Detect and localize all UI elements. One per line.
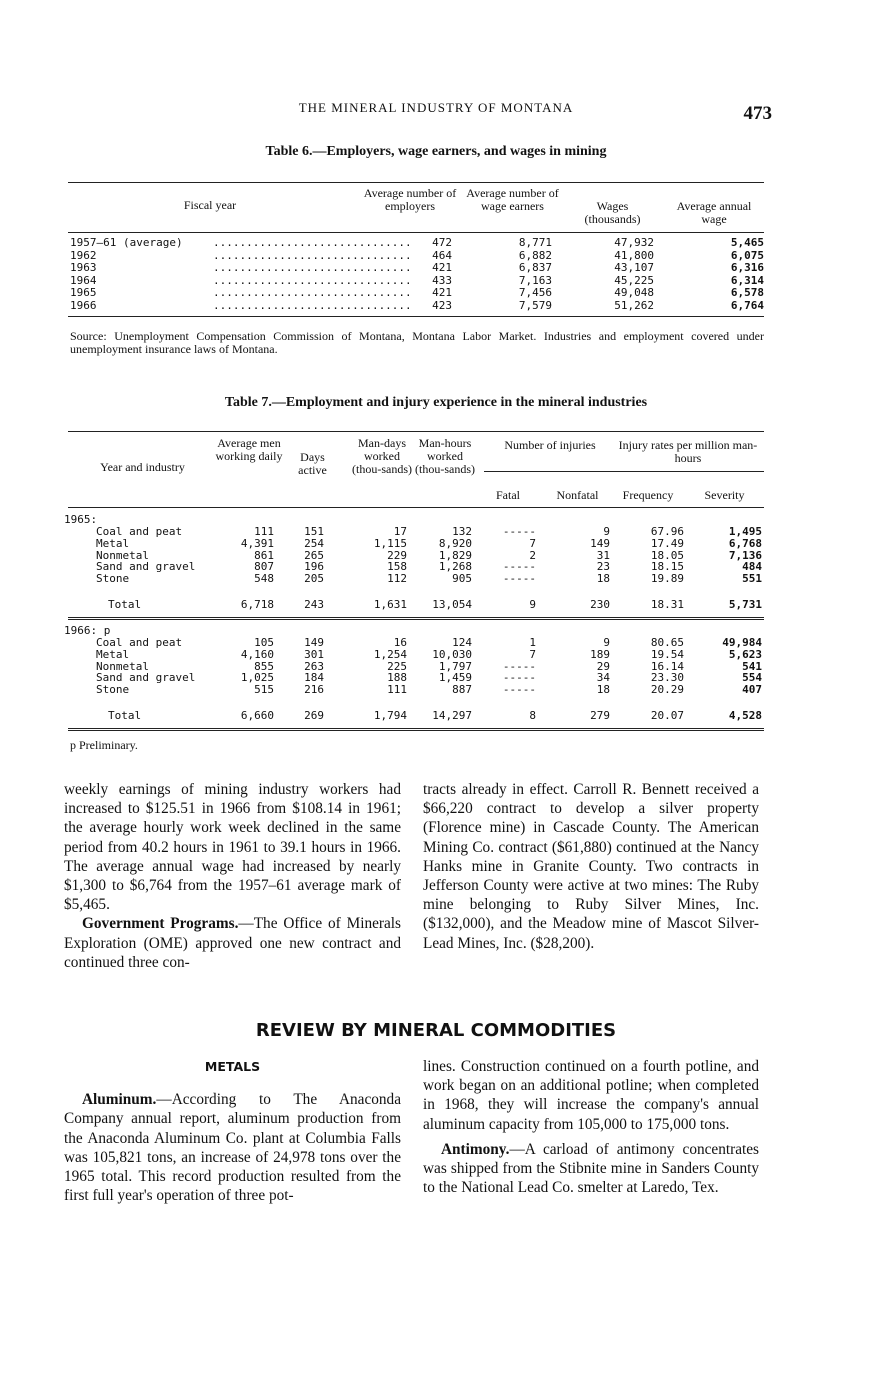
severity-cell: 49,984 [722,636,762,649]
employers-cell: 421 [432,261,452,274]
frequency-cell: 17.49 [650,536,684,550]
table-row [68,649,764,661]
manhours-cell: 124 [452,636,472,649]
men-cell: 515 [254,683,274,697]
days-cell: 254 [304,536,324,550]
t7-subheader-rule [484,471,764,472]
manhours-cell: 1,797 [438,659,472,673]
annual-wage-cell: 6,075 [730,248,764,262]
frequency-cell: 18.05 [650,548,684,562]
frequency-cell: 80.65 [650,636,684,649]
fiscal-year-cell: 1965 [70,286,97,299]
wage-earners-cell: 7,163 [518,273,552,287]
wages-cell: 45,225 [614,273,654,287]
table-row [68,538,764,550]
employers-cell: 472 [432,236,452,249]
mandays-cell: 16 [393,636,407,649]
days-cell: 184 [304,671,324,685]
severity-cell: 1,495 [728,525,762,538]
men-cell: 111 [254,525,274,538]
frequency-cell: 18.31 [650,598,684,611]
table6-source-note: Source: Unemployment Compensation Commission of Montana, Montana Labor Market. Industries and employment covered under unemployment insurance laws of Montana. [70,329,764,356]
nonfatal-cell: 29 [596,659,610,673]
nonfatal-cell: 9 [603,636,610,649]
industry-cell: Coal and peat [96,525,183,538]
paragraph-aluminum-cont: lines. Construction continued on a fourth potline, and work began on an additional potline; when completed in 1968, they will increase the company's annual aluminum capacity from 105,000 to 175,000 tons. [423,1058,759,1133]
total-label: Total [108,598,142,611]
table-row [68,237,764,249]
days-cell: 243 [304,598,324,611]
wage-earners-cell: 7,456 [518,286,552,299]
annual-wage-cell: 6,316 [730,261,764,274]
mandays-cell: 158 [387,560,407,574]
table-row [68,300,764,312]
table7-top-rule [68,431,764,432]
fiscal-year-cell: 1962 [70,248,97,262]
leader-dots: .............................. [213,298,412,312]
t7-header-nonfatal: Nonfatal [556,488,599,502]
days-cell: 269 [304,709,324,722]
t7-header-year-industry: Year and industry [100,460,185,474]
frequency-cell: 16.14 [650,659,684,673]
fiscal-year-cell: 1966 [70,298,97,312]
paragraph-aluminum: Aluminum.—According to The Anaconda Company annual report, aluminum production from the Anaconda Aluminum Co. plant at Columbia Falls was 105,821 tons, an increase of 24,978 tons over the 1965 total. This record production resulted from the first full year's operation of three pot- [64,1091,401,1205]
fiscal-year-cell: 1963 [70,261,97,274]
table7-header-rule [68,507,764,508]
severity-cell: 551 [742,572,762,586]
annual-wage-cell: 6,314 [730,273,764,287]
men-cell: 548 [254,572,274,586]
table-row [68,684,764,696]
severity-cell: 554 [742,671,762,685]
men-cell: 861 [254,548,274,562]
manhours-cell: 1,829 [438,548,472,562]
table-row [68,287,764,299]
metals-heading: METALS [204,1059,261,1074]
manhours-cell: 905 [452,572,472,586]
frequency-cell: 23.30 [650,671,684,685]
industry-cell: Stone [96,683,130,697]
table-row [68,262,764,274]
mandays-cell: 1,115 [373,536,407,550]
severity-cell: 7,136 [728,548,762,562]
leader-dots: .............................. [213,273,412,287]
wage-earners-cell: 6,837 [518,261,552,274]
frequency-cell: 20.07 [650,709,684,722]
table7-group-divider [68,617,764,620]
fatal-cell: 8 [529,709,536,722]
employers-cell: 433 [432,273,452,287]
fatal-cell: ----- [502,659,536,673]
days-cell: 205 [304,572,324,586]
table-row [68,275,764,287]
wages-cell: 43,107 [614,261,654,274]
frequency-cell: 19.54 [650,647,684,661]
severity-cell: 5,623 [728,647,762,661]
manhours-cell: 1,268 [438,560,472,574]
right-column-lower [423,1057,759,1197]
leader-dots: .............................. [213,236,412,249]
wages-cell: 47,932 [614,236,654,249]
right-column-upper [423,780,759,953]
employers-cell: 423 [432,298,452,312]
nonfatal-cell: 149 [590,536,610,550]
industry-cell: Coal and peat [96,636,183,649]
men-cell: 105 [254,636,274,649]
frequency-cell: 20.29 [650,683,684,697]
table7-footnote: p Preliminary. [70,738,138,752]
fatal-cell: ----- [502,671,536,685]
table7-bottom-rule [68,728,764,731]
days-cell: 301 [304,647,324,661]
nonfatal-cell: 9 [603,525,610,538]
industry-cell: Nonmetal [96,659,149,673]
nonfatal-cell: 34 [596,671,610,685]
t6-header-earners: Average number of wage earners [466,186,559,213]
frequency-cell: 18.15 [650,560,684,574]
mandays-cell: 17 [393,525,407,538]
men-cell: 6,718 [240,598,274,611]
year-label: 1966: p [64,624,111,637]
mandays-cell: 188 [387,671,407,685]
manhours-cell: 10,030 [432,647,472,661]
wages-cell: 41,800 [614,248,654,262]
t6-header-annual: Average annual wage [676,199,752,226]
employers-cell: 464 [432,248,452,262]
nonfatal-cell: 31 [596,548,610,562]
t7-header-manhours: Man-hours worked (thou-sands) [415,436,475,476]
wages-cell: 51,262 [614,298,654,312]
manhours-cell: 8,920 [438,536,472,550]
men-cell: 6,660 [240,709,274,722]
left-column-lower [64,1057,401,1205]
nonfatal-cell: 230 [590,598,610,611]
t7-header-injuries: Number of injuries [504,438,596,452]
wages-cell: 49,048 [614,286,654,299]
frequency-cell: 67.96 [650,525,684,538]
fatal-cell: 7 [529,647,536,661]
industry-cell: Sand and gravel [96,671,196,685]
mandays-cell: 112 [387,572,407,586]
men-cell: 855 [254,659,274,673]
nonfatal-cell: 18 [596,572,610,586]
fatal-cell: 7 [529,536,536,550]
section-title: REVIEW BY MINERAL COMMODITIES [255,1020,617,1041]
industry-cell: Sand and gravel [96,560,196,574]
industry-cell: Stone [96,572,130,586]
leader-dots: .............................. [213,248,412,262]
fatal-cell: 2 [529,548,536,562]
employers-cell: 421 [432,286,452,299]
run-in-heading: Aluminum. [82,1091,157,1109]
severity-cell: 484 [742,560,762,574]
days-cell: 265 [304,548,324,562]
table6-caption: Table 6.—Employers, wage earners, and wages in mining [265,144,607,159]
t7-header-mandays: Man-days worked (thou-sands) [352,436,412,476]
t7-header-rates: Injury rates per million man-hours [618,438,758,465]
severity-cell: 541 [742,659,762,673]
run-in-heading: Government Programs. [82,915,239,933]
industry-cell: Nonmetal [96,548,149,562]
nonfatal-cell: 189 [590,647,610,661]
days-cell: 216 [304,683,324,697]
total-label: Total [108,709,142,722]
industry-cell: Metal [96,536,130,550]
mandays-cell: 111 [387,683,407,697]
table6-top-rule [68,182,764,183]
men-cell: 4,391 [240,536,274,550]
annual-wage-cell: 6,764 [730,298,764,312]
t7-header-frequency: Frequency [622,488,674,502]
table-row [68,250,764,262]
leader-dots: .............................. [213,286,412,299]
t7-header-fatal: Fatal [496,488,520,502]
wage-earners-cell: 6,882 [518,248,552,262]
mandays-cell: 229 [387,548,407,562]
table7-caption: Table 7.—Employment and injury experience in the mineral industries [224,395,648,410]
manhours-cell: 132 [452,525,472,538]
t7-header-severity: Severity [704,488,745,502]
table-total-row [68,710,764,722]
frequency-cell: 19.89 [650,572,684,586]
year-label: 1965: [64,513,98,526]
running-title: THE MINERAL INDUSTRY OF MONTANA [298,100,574,115]
men-cell: 4,160 [240,647,274,661]
fatal-cell: ----- [502,683,536,697]
days-cell: 149 [304,636,324,649]
manhours-cell: 887 [452,683,472,697]
table6-header-rule [68,232,764,233]
leader-dots: .............................. [213,261,412,274]
fatal-cell: ----- [502,560,536,574]
mandays-cell: 1,631 [373,598,407,611]
days-cell: 151 [304,525,324,538]
nonfatal-cell: 18 [596,683,610,697]
wage-earners-cell: 8,771 [518,236,552,249]
days-cell: 196 [304,560,324,574]
page-number: 473 [743,103,772,124]
table-row [68,573,764,585]
paragraph-antimony: Antimony.—A carload of antimony concentrates was shipped from the Stibnite mine in Sanders County to the National Lead Co. smelter at Laredo, Tex. [423,1140,759,1197]
paragraph-weekly-earnings: weekly earnings of mining industry workers had increased to $125.51 in 1966 from $108.14 in 1961; the average hourly work week declined in the same period from 40.2 hours in 1961 to 39.1 hours in 1966. The average annual wage had increased by nearly $1,300 to $6,764 from the 1957–61 average mark of $5,465. [64,781,401,914]
paragraph-government-programs: Government Programs.—The Office of Minerals Exploration (OME) approved one new contract and continued three con- [64,915,401,971]
fiscal-year-cell: 1957–61 (average) [70,236,183,249]
run-in-heading: Antimony. [441,1140,510,1158]
severity-cell: 6,768 [728,536,762,550]
fatal-cell: 9 [529,598,536,611]
severity-cell: 4,528 [728,709,762,722]
severity-cell: 5,731 [728,598,762,611]
annual-wage-cell: 6,578 [730,286,764,299]
men-cell: 1,025 [240,671,274,685]
wage-earners-cell: 7,579 [518,298,552,312]
manhours-cell: 13,054 [432,598,472,611]
t7-header-men: Average men working daily [215,436,283,463]
t6-header-year: Fiscal year [183,198,237,212]
industry-cell: Metal [96,647,130,661]
days-cell: 263 [304,659,324,673]
men-cell: 807 [254,560,274,574]
table6-bottom-rule [68,316,764,317]
table-total-row [68,599,764,611]
fatal-cell: ----- [502,525,536,538]
t6-header-employers: Average number of employers [363,186,457,213]
nonfatal-cell: 23 [596,560,610,574]
fatal-cell: 1 [529,636,536,649]
fiscal-year-cell: 1964 [70,273,97,287]
nonfatal-cell: 279 [590,709,610,722]
annual-wage-cell: 5,465 [730,236,764,249]
paragraph-ome-contracts: tracts already in effect. Carroll R. Bennett received a $66,220 contract to develop a silver property (Florence mine) in Cascade County. The American Mining Co. contract ($61,880) continued at the Nancy Hanks mine in Granite County. Two contracts in Jefferson County were active at two mines: The Ruby mine belonging to Ruby Silver Mines, Inc. ($132,000), and the Meadow mine of Mascot Silver-Lead Mines, Inc. ($28,200). [423,781,759,952]
fatal-cell: ----- [502,572,536,586]
severity-cell: 407 [742,683,762,697]
t7-header-days: Days active [298,450,327,477]
manhours-cell: 1,459 [438,671,472,685]
mandays-cell: 1,254 [373,647,407,661]
left-column-upper [64,780,401,972]
mandays-cell: 225 [387,659,407,673]
mandays-cell: 1,794 [373,709,407,722]
t6-header-wages: Wages (thousands) [584,199,641,226]
manhours-cell: 14,297 [432,709,472,722]
